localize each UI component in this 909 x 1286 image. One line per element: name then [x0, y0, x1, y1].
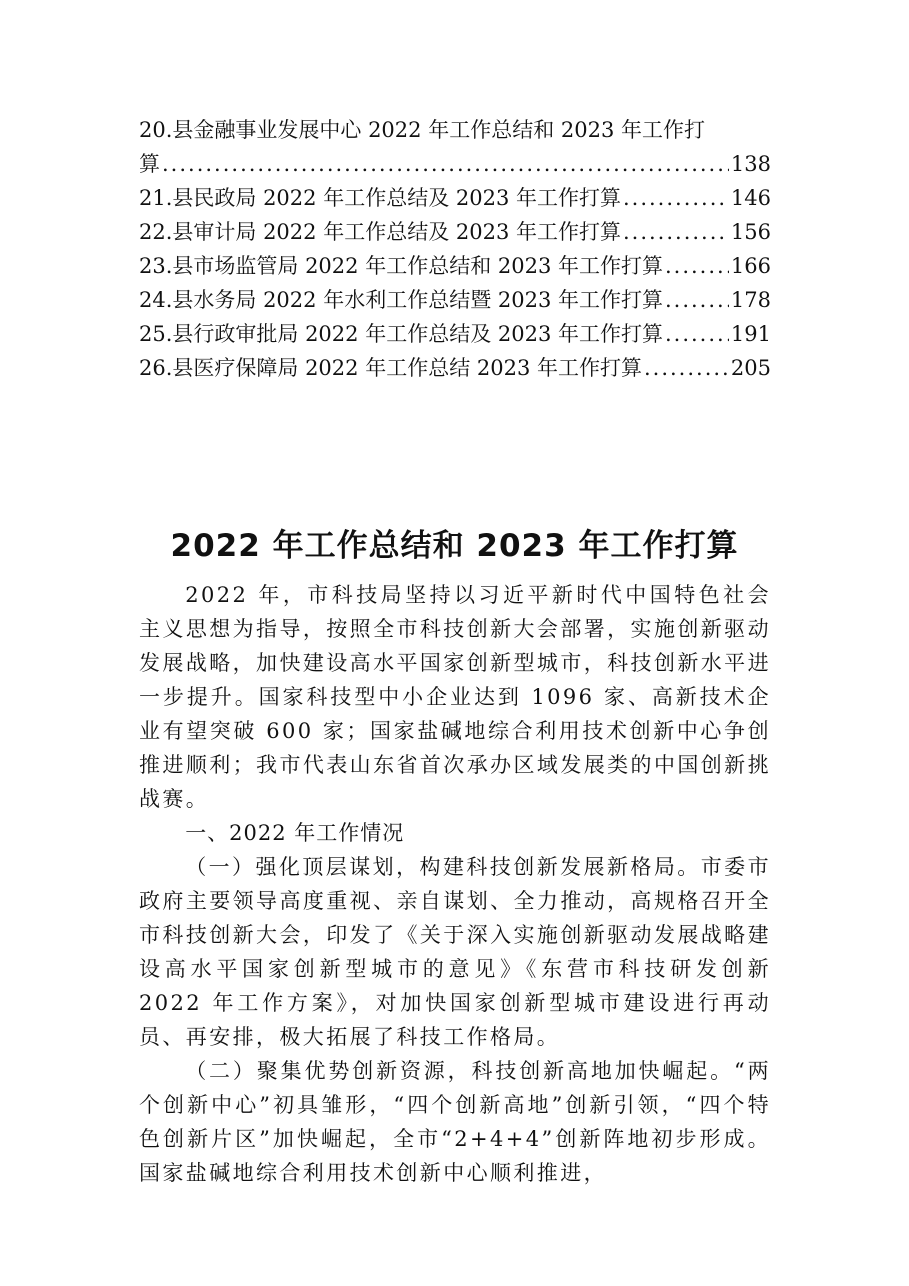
toc-page-number: 166: [730, 254, 771, 278]
toc-entry-title: 24.县水务局 2022 年水利工作总结暨 2023 年工作打算: [139, 288, 663, 312]
toc-entry-title: 20.县金融事业发展中心 2022 年工作总结和 2023 年工作打: [139, 118, 705, 142]
section-heading: 一、2022 年工作情况: [185, 821, 405, 845]
toc-entry-title: 23.县市场监管局 2022 年工作总结和 2023 年工作打算: [139, 254, 663, 278]
body-paragraph-2: （二）聚集优势创新资源，科技创新高地加快崛起。“两个创新中心”初具雏形，“四个创新高地”创新引领，“四个特色创新片区”加快崛起，全市“2+4+4”创新阵地初步形成。国家盐碱地综合利用技术创新中心顺利推进，: [139, 1059, 771, 1185]
toc-entry-20-line-1[interactable]: [139, 113, 771, 147]
toc-leader-dots: [644, 351, 729, 385]
intro-paragraph: 2022 年，市科技局坚持以习近平新时代中国特色社会主义思想为指导，按照全市科技创新大会部署，实施创新驱动发展战略，加快建设高水平国家创新型城市，科技创新水平进一步提升。国家科技型中小企业达到 1096 家、高新技术企业有望突破 600 家；国家盐碱地综合利用技术创新中心争创推进顺利；我市代表山东省首次承办区域发展类的中国创新挑战赛。: [139, 583, 771, 811]
toc-leader-dots: [162, 147, 729, 181]
toc-entry-20-line-2[interactable]: [139, 147, 771, 181]
toc-leader-dots: [665, 283, 729, 317]
toc-page-number: 191: [730, 322, 771, 346]
toc-entry-title-continued: 算: [139, 152, 160, 176]
toc-page-number: 138: [730, 152, 771, 176]
document-title: 2022 年工作总结和 2023 年工作打算: [170, 528, 739, 564]
toc-entry-22[interactable]: [139, 215, 771, 249]
toc-entry-title: 26.县医疗保障局 2022 年工作总结 2023 年工作打算: [139, 356, 642, 380]
toc-entry-23[interactable]: [139, 249, 771, 283]
toc-page-number: 156: [730, 220, 771, 244]
toc-entry-26[interactable]: [139, 351, 771, 385]
table-of-contents: [139, 113, 771, 385]
toc-leader-dots: [623, 181, 729, 215]
toc-page-number: 146: [730, 186, 771, 210]
toc-entry-title: 22.县审计局 2022 年工作总结及 2023 年工作打算: [139, 220, 621, 244]
toc-leader-dots: [665, 249, 729, 283]
toc-leader-dots: [665, 317, 729, 351]
toc-entry-24[interactable]: [139, 283, 771, 317]
toc-entry-25[interactable]: [139, 317, 771, 351]
toc-page-number: 205: [730, 356, 771, 380]
toc-leader-dots: [623, 215, 729, 249]
document-body: [139, 578, 771, 1190]
body-paragraph-1: （一）强化顶层谋划，构建科技创新发展新格局。市委市政府主要领导高度重视、亲自谋划、全力推动，高规格召开全市科技创新大会，印发了《关于深入实施创新驱动发展战略建设高水平国家创新型城市的意见》《东营市科技研发创新 2022 年工作方案》，对加快国家创新型城市建设进行再动员、再安排，极大拓展了科技工作格局。: [139, 855, 771, 1049]
toc-entry-21[interactable]: [139, 181, 771, 215]
toc-page-number: 178: [730, 288, 771, 312]
toc-entry-title: 21.县民政局 2022 年工作总结及 2023 年工作打算: [139, 186, 621, 210]
toc-entry-title: 25.县行政审批局 2022 年工作总结及 2023 年工作打算: [139, 322, 663, 346]
